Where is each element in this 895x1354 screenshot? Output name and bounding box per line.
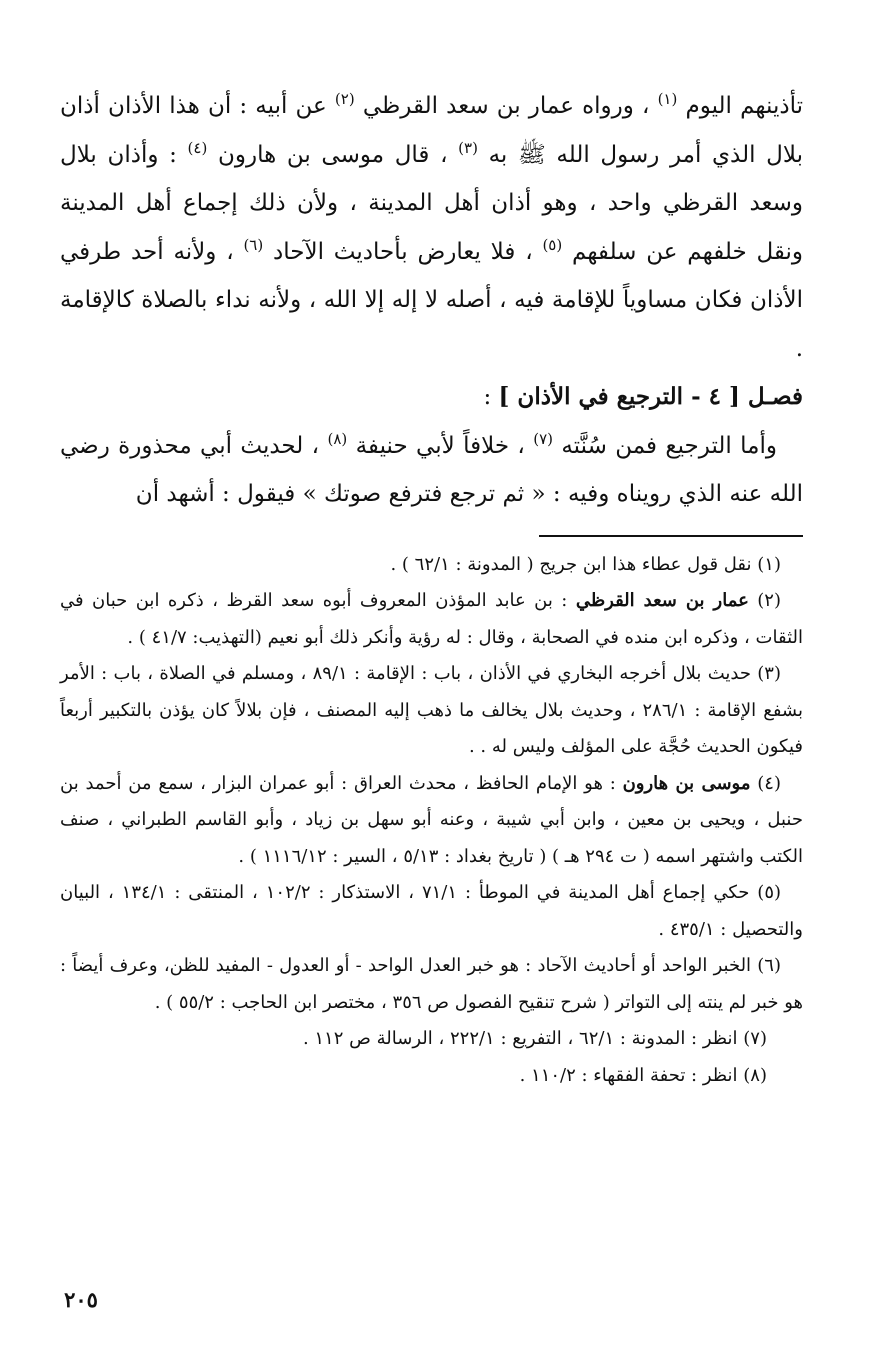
text-run: ، ورواه عمار بن سعد القرظي [354, 93, 658, 119]
section-title-text: فصـل [ ٤ - الترجيع في الأذان ] [498, 383, 803, 410]
footnote-4 [60, 766, 803, 876]
paragraph-1 [60, 82, 803, 373]
footnote-8: (٨) انظر : تحفة الفقهاء : ١١٠/٢ . [519, 1064, 767, 1086]
footnote-ref-5[interactable]: (٥) [542, 235, 563, 254]
section-title-colon: : [483, 384, 499, 410]
text-run: وأما الترجيع فمن سُنَّته [552, 432, 777, 459]
text-run: : وأذان بلال وسعد القرظي واحد ، وهو أذان أهل المدينة ، ولأن ذلك إجماع أهل المدينة ونقل خلفهم عن سلفهم [60, 141, 804, 265]
footnote-5: (٥) حكي إجماع أهل المدينة في الموطأ : ٧١/١ ، الاستذكار : ١٠٢/٢ ، المنتقى : ١٣٤/١ ، البيان والتحصيل : ٤٣٥/١ . [60, 882, 803, 940]
main-text [60, 82, 803, 519]
footnote-ref-6[interactable]: (٦) [243, 235, 264, 254]
footnote-number: (٤) [750, 772, 781, 794]
text-run: عن أبيه : أن هذا الأذان أذان بلال الذي أمر رسول الله ﷺ به [60, 93, 803, 168]
footnote-ref-3[interactable]: (٣) [458, 138, 478, 157]
footnote-3: (٣) حديث بلال أخرجه البخاري في الأذان ، باب : الإقامة : ٨٩/١ ، ومسلم في الصلاة ، باب : الأمر بشفع الإقامة : ٢٨٦/١ ، وحديث بلال يخالف ما ذهب إليه المصنف ، فإن بلالاً كان يؤذن بالتكبير أربعاً فيكون الحديث حُجَّة على المؤلف وليس له . . [60, 663, 803, 757]
text-run: تأذينهم اليوم [677, 93, 803, 119]
footnote-1: (١) نقل قول عطاء هذا ابن جريج ( المدونة : ٦٢/١ ) . [390, 553, 781, 575]
text-run: ، فلا يعارض بأحاديث الآحاد [263, 238, 543, 265]
text-run: ، لحديث أبي محذورة رضي الله عنه الذي رويناه وفيه : « ثم ترجع فترفع صوتك » فيقول : أشهد أن [60, 432, 803, 507]
footnote-ref-7[interactable]: (٧) [533, 429, 553, 448]
section-heading [60, 373, 803, 422]
footnote-6: (٦) الخبر الواحد أو أحاديث الآحاد : هو خبر العدل الواحد - أو العدول - المفيد للظن، وعرف أيضاً : هو خبر لم ينته إلى التواتر ( شرح تنقيح الفصول ص ٣٥٦ ، مختصر ابن الحاجب : ٥٥/٢ ) . [60, 955, 803, 1013]
footnote-number: (٢) [748, 590, 781, 611]
text-run: ، ولأنه أحد طرفي الأذان فكان مساوياً للإقامة فيه ، أصله لا إله إلا الله ، ولأنه نداء بالصلاة كالإقامة . [60, 238, 803, 362]
page-body [60, 82, 803, 1094]
footnote-ref-2[interactable]: (٢) [334, 90, 355, 108]
text-run: ، قال موسى بن هارون [207, 141, 459, 168]
footnotes [60, 547, 803, 1095]
footnote-divider [539, 535, 803, 537]
footnote-person-name: عمار بن سعد القرظي [575, 590, 749, 611]
page-number: ٢٠٥ [64, 1287, 98, 1312]
footnote-ref-8[interactable]: (٨) [327, 429, 348, 448]
paragraph-2 [60, 422, 803, 519]
footnote-person-name: موسى بن هارون [622, 772, 751, 794]
footnote-text: : بن عابد المؤذن المعروف أبوه سعد القرظ ، ذكره ابن حبان في الثقات ، وذكره ابن منده في الصحابة ، وقال : له رؤية وأنكر ذلك أبو نعيم (التهذيب: ٤١/٧ ) . [60, 590, 803, 648]
text-run: ، خلافاً لأبي حنيفة [347, 432, 534, 459]
footnote-ref-1[interactable]: (١) [657, 90, 678, 108]
footnote-ref-4[interactable]: (٤) [187, 138, 208, 157]
footnote-2 [60, 583, 803, 656]
footnote-text: : هو الإمام الحافظ ، محدث العراق : أبو عمران البزار ، سمع من أحمد بن حنبل ، ويحيى بن معين ، وابن أبي شيبة ، وعنه أبو سهل بن زياد ، وأبو القاسم الطبراني ، صنف الكتب واشتهر اسمه ( ت ٢٩٤ هـ ) ( تاريخ بغداد : ٥/١٣ ، السير : ١١١٦/١٢ ) . [60, 772, 803, 867]
footnote-7: (٧) انظر : المدونة : ٦٢/١ ، التفريع : ٢٢٢/١ ، الرسالة ص ١١٢ . [302, 1028, 767, 1049]
